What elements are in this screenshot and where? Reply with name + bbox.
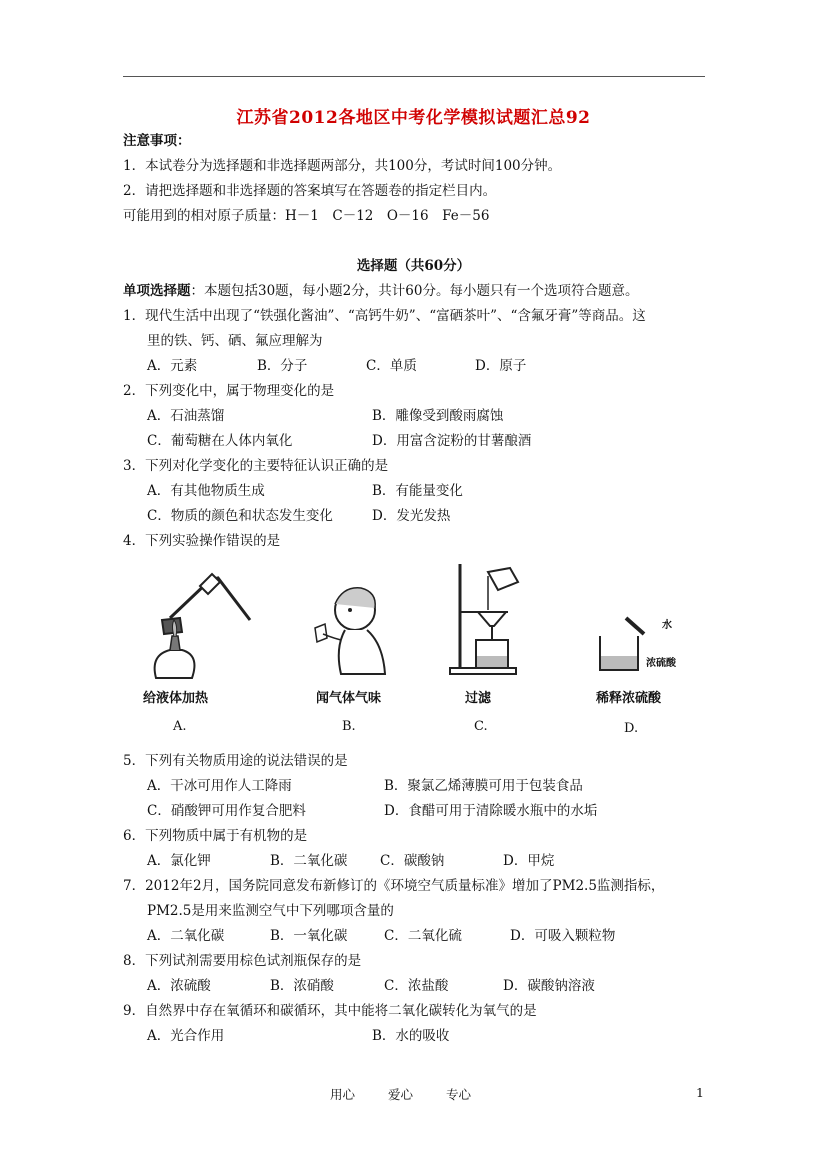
question-6-option-d: D．甲烷 xyxy=(503,853,555,869)
question-1-stem-cont: 里的铁、钙、硒、氟应理解为 xyxy=(147,333,323,349)
question-2-option-c: C．葡萄糖在人体内氧化 xyxy=(147,433,293,449)
footer-item-3: 专心 xyxy=(446,1087,472,1102)
question-9-option-a: A．光合作用 xyxy=(147,1028,225,1044)
figure-d-acid-label: 浓硫酸 xyxy=(646,658,676,669)
figure-b-letter: B. xyxy=(342,719,356,734)
question-1-option-a: A．元素 xyxy=(147,358,198,374)
question-3-option-a: A．有其他物质生成 xyxy=(147,483,265,499)
question-6-option-b: B．二氧化碳 xyxy=(270,853,348,869)
question-2-stem: 2．下列变化中，属于物理变化的是 xyxy=(123,383,335,399)
section-intro xyxy=(123,282,638,300)
question-7-option-b: B．一氧化碳 xyxy=(270,928,348,944)
question-2-option-b: B．雕像受到酸雨腐蚀 xyxy=(372,408,504,424)
atomic-mass-line: 可能用到的相对原子质量：H－1 C－12 O－16 Fe－56 xyxy=(123,208,490,224)
question-8-stem: 8．下列试剂需要用棕色试剂瓶保存的是 xyxy=(123,953,362,969)
figure-d-caption: 稀释浓硫酸 xyxy=(596,691,662,706)
question-7-option-d: D．可吸入颗粒物 xyxy=(510,928,616,944)
question-5-option-d: D．食醋可用于清除暖水瓶中的水垢 xyxy=(384,803,598,819)
question-6-stem: 6．下列物质中属于有机物的是 xyxy=(123,828,308,844)
figure-d-letter: D. xyxy=(624,721,639,736)
question-7-stem-cont: PM2.5是用来监测空气中下列哪项含量的 xyxy=(147,903,394,919)
question-8-option-b: B．浓硝酸 xyxy=(270,978,334,994)
figure-d-water-label: 水 xyxy=(662,620,672,631)
question-5-option-a: A．干冰可用作人工降雨 xyxy=(147,778,292,794)
question-8-option-d: D．碳酸钠溶液 xyxy=(503,978,595,994)
question-7-stem: 7．2012年2月，国务院同意发布新修订的《环境空气质量标准》增加了PM2.5监测指标， xyxy=(123,878,665,894)
question-5-option-c: C．硝酸钾可用作复合肥料 xyxy=(147,803,306,819)
question-3-option-d: D．发光发热 xyxy=(372,508,451,524)
question-2-option-a: A．石油蒸馏 xyxy=(147,408,225,424)
section-title: 选择题（共60分） xyxy=(356,258,471,274)
figure-smelling-gas xyxy=(305,578,390,678)
question-6-option-a: A．氯化钾 xyxy=(147,853,211,869)
question-7-option-a: A．二氧化碳 xyxy=(147,928,225,944)
notice-heading: 注意事项： xyxy=(123,133,191,149)
question-4-stem: 4．下列实验操作错误的是 xyxy=(123,533,281,549)
question-6-option-c: C．碳酸钠 xyxy=(380,853,445,869)
question-2-option-d: D．用富含淀粉的甘薯酿酒 xyxy=(372,433,532,449)
question-9-stem: 9．自然界中存在氧循环和碳循环，其中能将二氧化碳转化为氧气的是 xyxy=(123,1003,537,1019)
section-intro-bold: 单项选择题 xyxy=(123,283,191,299)
question-8-option-c: C．浓盐酸 xyxy=(384,978,449,994)
question-3-option-c: C．物质的颜色和状态发生变化 xyxy=(147,508,333,524)
figure-c-letter: C. xyxy=(474,719,488,734)
footer-item-1: 用心 xyxy=(330,1087,356,1102)
section-intro-rest: ：本题包括30题，每小题2分，共计60分。每小题只有一个选项符合题意。 xyxy=(190,283,639,299)
figure-c-caption: 过滤 xyxy=(465,691,492,706)
question-1-option-d: D．原子 xyxy=(475,358,527,374)
notice-item-2: 2．请把选择题和非选择题的答案填写在答题卷的指定栏目内。 xyxy=(123,183,497,199)
question-9-option-b: B．水的吸收 xyxy=(372,1028,450,1044)
figure-diluting-acid xyxy=(596,612,646,672)
question-5-option-b: B．聚氯乙烯薄膜可用于包装食品 xyxy=(384,778,583,794)
header-rule xyxy=(123,76,705,77)
figure-a-letter: A. xyxy=(173,719,187,734)
document-title: 江苏省2012各地区中考化学模拟试题汇总92 xyxy=(236,108,591,128)
figure-a-caption: 给液体加热 xyxy=(143,691,209,706)
footer-item-2: 爱心 xyxy=(388,1087,414,1102)
question-7-option-c: C．二氧化硫 xyxy=(384,928,462,944)
question-5-stem: 5．下列有关物质用途的说法错误的是 xyxy=(123,753,348,769)
figure-heating-liquid xyxy=(140,560,260,680)
page-number: 1 xyxy=(696,1085,704,1100)
figure-filtration xyxy=(448,560,528,678)
question-1-option-b: B．分子 xyxy=(257,358,308,374)
notice-item-1: 1．本试卷分为选择题和非选择题两部分，共100分，考试时间100分钟。 xyxy=(123,158,562,174)
figure-b-caption: 闻气体气味 xyxy=(316,691,382,706)
question-1-stem: 1．现代生活中出现了“铁强化酱油”、“高钙牛奶”、“富硒茶叶”、“含氟牙膏”等商品。这 xyxy=(123,308,646,324)
question-1-option-c: C．单质 xyxy=(366,358,417,374)
question-3-stem: 3．下列对化学变化的主要特征认识正确的是 xyxy=(123,458,389,474)
question-3-option-b: B．有能量变化 xyxy=(372,483,463,499)
question-8-option-a: A．浓硫酸 xyxy=(147,978,211,994)
